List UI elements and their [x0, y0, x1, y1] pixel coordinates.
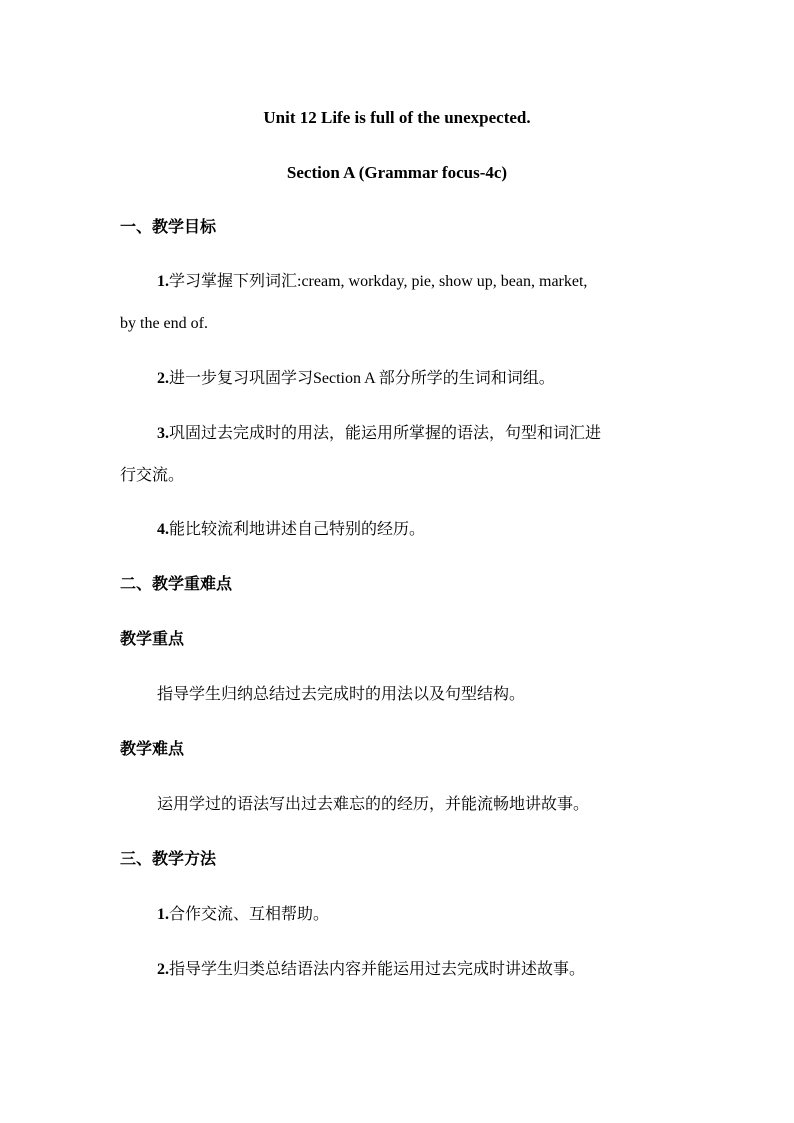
item-number: 1.: [157, 906, 169, 923]
document-subtitle: Section A (Grammar focus-4c): [286, 163, 508, 182]
item-number: 1.: [157, 273, 169, 290]
item-text: 能比较流利地讲述自己特别的经历。: [169, 521, 426, 538]
key-point-text: 指导学生归纳总结过去完成时的用法以及句型结构。: [157, 686, 526, 703]
objective-item-3-continuation: 行交流。: [120, 467, 185, 484]
method-item-2: [157, 959, 717, 981]
item-text: 指导学生归类总结语法内容并能运用过去完成时讲述故事。: [169, 961, 586, 978]
item-number: 3.: [157, 425, 169, 442]
difficulty-text: 运用学过的语法写出过去难忘的的经历，并能流畅地讲故事。: [157, 796, 590, 813]
subsection-heading-key-point: 教学重点: [120, 631, 185, 648]
document-title: Unit 12 Life is full of the unexpected.: [263, 108, 531, 127]
item-number: 2.: [157, 961, 169, 978]
subsection-heading-difficulty: 教学难点: [120, 741, 185, 758]
objective-item-4: [157, 519, 717, 541]
objective-item-1-continuation: by the end of.: [120, 315, 208, 332]
item-number: 2.: [157, 370, 169, 387]
section-heading-objectives: 一、教学目标: [120, 219, 217, 236]
objective-item-3: [157, 423, 717, 445]
item-text: 合作交流、互相帮助。: [169, 906, 330, 923]
item-text: 学习掌握下列词汇:cream, workday, pie, show up, bean, market,: [169, 273, 588, 290]
objective-item-1: [157, 271, 717, 293]
objective-item-2: [157, 368, 717, 390]
section-heading-methods: 三、教学方法: [120, 851, 217, 868]
section-heading-key-points: 二、教学重难点: [120, 576, 233, 593]
method-item-1: [157, 904, 717, 926]
item-text: 巩固过去完成时的用法，能运用所掌握的语法，句型和词汇进: [169, 425, 602, 442]
item-text: 进一步复习巩固学习Section A 部分所学的生词和词组。: [169, 370, 555, 387]
item-number: 4.: [157, 521, 169, 538]
